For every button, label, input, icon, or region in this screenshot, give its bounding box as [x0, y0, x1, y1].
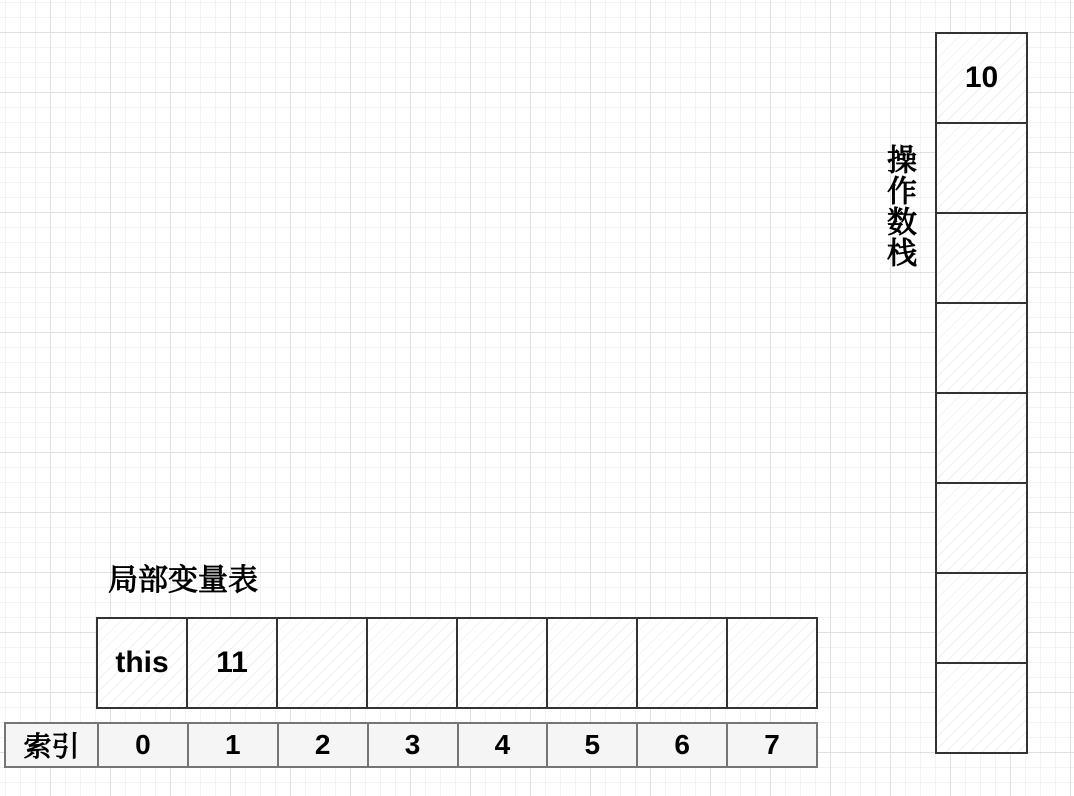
index-value: 5 — [584, 729, 601, 760]
local-variable-cell[interactable] — [546, 619, 636, 707]
index-value: 7 — [764, 729, 780, 760]
operand-stack-cell[interactable] — [937, 572, 1026, 662]
index-cell[interactable] — [636, 724, 726, 766]
cell-value: this — [115, 646, 169, 679]
index-value: 0 — [135, 729, 151, 760]
local-variable-cell[interactable] — [98, 619, 186, 707]
index-value: 6 — [674, 729, 690, 760]
index-cell[interactable] — [457, 724, 547, 766]
operand-stack-cell[interactable] — [937, 662, 1026, 752]
local-variable-cell[interactable] — [726, 619, 816, 707]
operand-stack-cell[interactable] — [937, 302, 1026, 392]
index-cell[interactable] — [367, 724, 457, 766]
index-value: 2 — [314, 729, 331, 760]
operand-stack-cell[interactable] — [937, 392, 1026, 482]
local-variable-cell[interactable] — [366, 619, 456, 707]
local-variable-cell[interactable] — [456, 619, 546, 707]
index-cell[interactable] — [726, 724, 816, 766]
index-value: 1 — [225, 729, 241, 760]
operand-stack-cell[interactable] — [937, 482, 1026, 572]
index-cell[interactable] — [546, 724, 636, 766]
local-variable-table-label: 局部变量表 — [108, 564, 258, 597]
operand-stack-cell[interactable] — [937, 212, 1026, 302]
index-label-cell[interactable] — [6, 724, 97, 766]
local-variable-cell[interactable] — [276, 619, 366, 707]
index-cell[interactable] — [187, 724, 277, 766]
index-label: 索引 — [23, 731, 80, 762]
local-variable-cell[interactable] — [636, 619, 726, 707]
cell-value: 10 — [964, 61, 999, 94]
index-row[interactable] — [4, 722, 818, 768]
index-value: 3 — [404, 729, 421, 760]
local-variable-cell[interactable] — [186, 619, 276, 707]
index-value: 4 — [494, 729, 511, 760]
operand-stack[interactable] — [935, 32, 1028, 754]
operand-stack-cell[interactable] — [937, 34, 1026, 122]
index-cell[interactable] — [97, 724, 187, 766]
operand-stack-label: 操作数栈 — [882, 144, 915, 268]
cell-value: 11 — [216, 646, 248, 679]
local-variable-table[interactable] — [96, 617, 818, 709]
index-cell[interactable] — [277, 724, 367, 766]
operand-stack-cell[interactable] — [937, 122, 1026, 212]
